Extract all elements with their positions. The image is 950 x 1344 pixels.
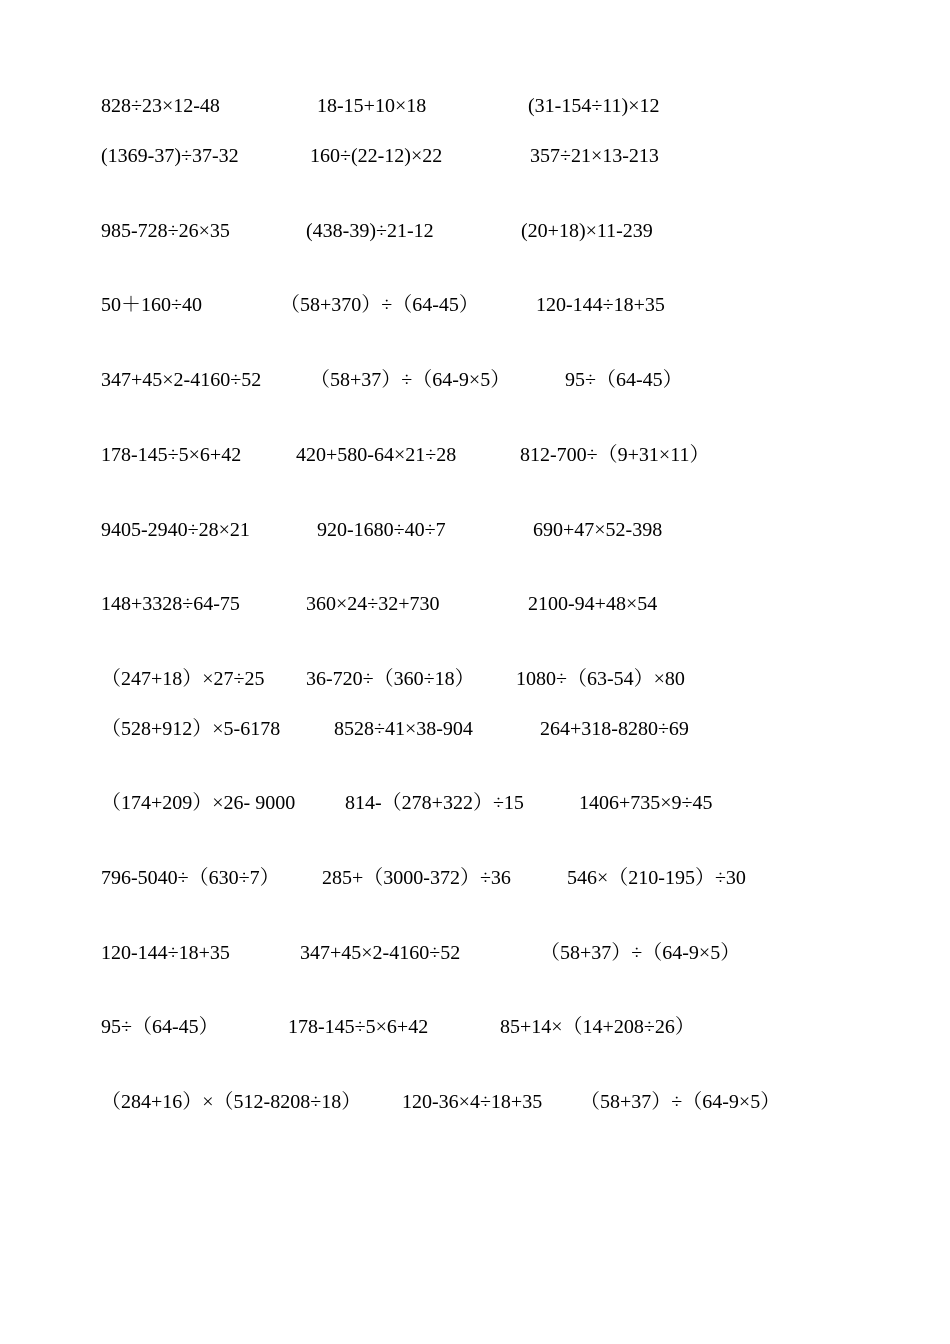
expression: 120-36×4÷18+35 <box>402 1091 543 1113</box>
expression: 2100-94+48×54 <box>528 593 658 615</box>
expression: 347+45×2-4160÷52 <box>101 369 262 391</box>
expression: 264+318-8280÷69 <box>540 718 689 740</box>
expression: 985-728÷26×35 <box>101 220 230 242</box>
expression: (31-154÷11)×12 <box>528 95 660 117</box>
expression: 36-720÷（360÷18） <box>306 668 475 690</box>
expression: (1369-37)÷37-32 <box>101 145 239 167</box>
expression: （58+37）÷（64-9×5） <box>580 1091 781 1113</box>
expression: 120-144÷18+35 <box>536 294 665 316</box>
expression: (438-39)÷21-12 <box>306 220 434 242</box>
expression: 85+14×（14+208÷26） <box>500 1016 695 1038</box>
expression: 18-15+10×18 <box>317 95 427 117</box>
expression: 357÷21×13-213 <box>530 145 659 167</box>
expression: 420+580-64×21÷28 <box>296 444 457 466</box>
expression: 178-145÷5×6+42 <box>101 444 242 466</box>
expression: 148+3328÷64-75 <box>101 593 240 615</box>
expression: （58+370）÷（64-45） <box>280 294 479 316</box>
expression: 9405-2940÷28×21 <box>101 519 250 541</box>
expression: （58+37）÷（64-9×5） <box>540 942 741 964</box>
expression: （174+209）×26- 9000 <box>101 792 296 814</box>
expression: 95÷（64-45） <box>565 369 683 391</box>
expression: 95÷（64-45） <box>101 1016 219 1038</box>
expression: 920-1680÷40÷7 <box>317 519 446 541</box>
expression: 160÷(22-12)×22 <box>310 145 443 167</box>
expression: 814-（278+322）÷15 <box>345 792 524 814</box>
expression: 50＋160÷40 <box>101 294 202 316</box>
expression: 828÷23×12-48 <box>101 95 220 117</box>
expression: 120-144÷18+35 <box>101 942 230 964</box>
expression: 178-145÷5×6+42 <box>288 1016 429 1038</box>
expression: 690+47×52-398 <box>533 519 663 541</box>
expression: 1406+735×9÷45 <box>579 792 713 814</box>
expression: （528+912）×5-6178 <box>101 718 281 740</box>
expression: 546×（210-195）÷30 <box>567 867 746 889</box>
expression: 796-5040÷（630÷7） <box>101 867 280 889</box>
expression: 360×24÷32+730 <box>306 593 440 615</box>
expression: （247+18）×27÷25 <box>101 668 265 690</box>
expression: （58+37）÷（64-9×5） <box>310 369 511 391</box>
expression: 347+45×2-4160÷52 <box>300 942 461 964</box>
expression: （284+16）×（512-8208÷18） <box>101 1091 362 1113</box>
expression: (20+18)×11-239 <box>521 220 653 242</box>
expression: 8528÷41×38-904 <box>334 718 473 740</box>
expression: 812-700÷（9+31×11） <box>520 444 710 466</box>
expression: 285+（3000-372）÷36 <box>322 867 511 889</box>
expression: 1080÷（63-54）×80 <box>516 668 685 690</box>
